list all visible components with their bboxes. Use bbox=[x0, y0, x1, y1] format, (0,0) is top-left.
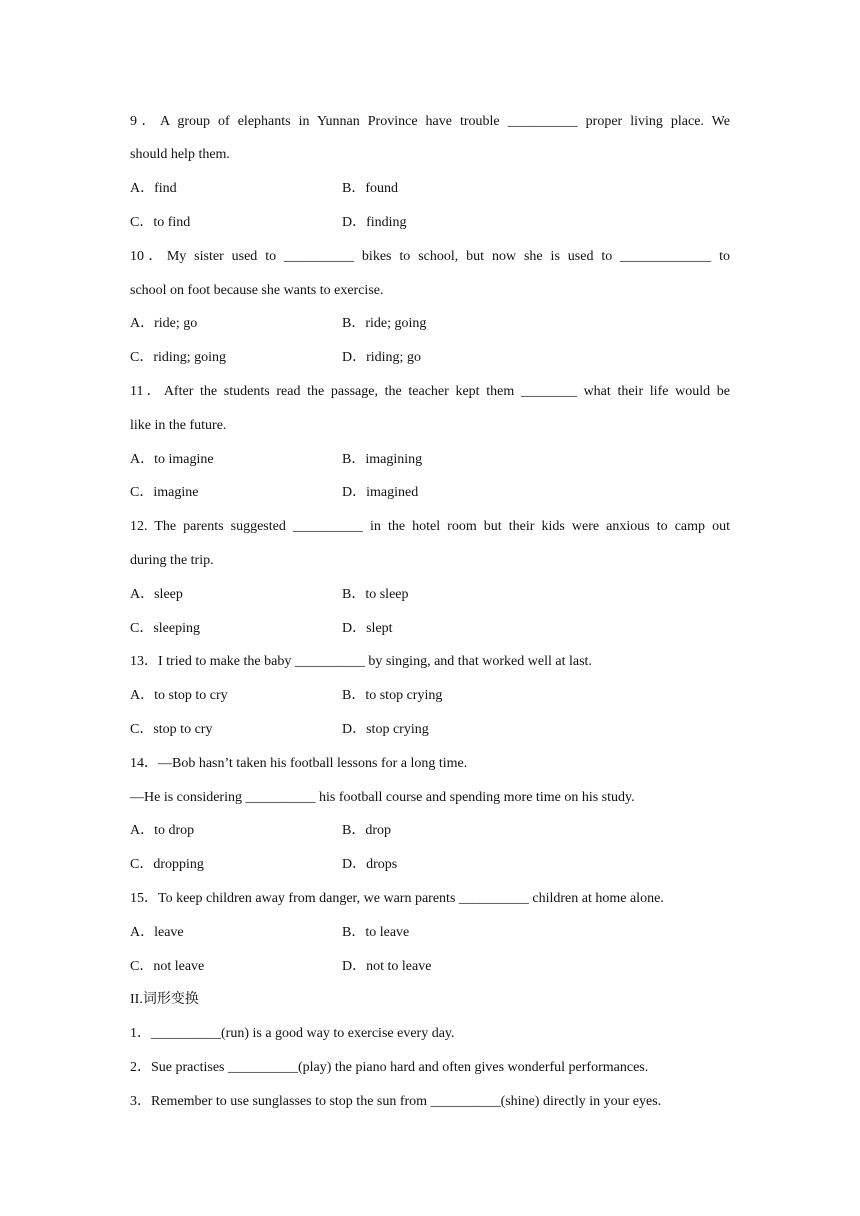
question-12-option-b: B．to sleep bbox=[342, 587, 409, 602]
section-2-item-2: 2．Sue practises __________(play) the piano hard and often gives wonderful performances. bbox=[130, 1060, 649, 1075]
question-11-option-b: B．imagining bbox=[342, 452, 423, 467]
question-14-option-d: D．drops bbox=[342, 857, 398, 872]
question-14-option-a: A．to drop bbox=[130, 823, 195, 838]
question-13-stem-line-1: 13．I tried to make the baby __________ by singing, and that worked well at last. bbox=[130, 654, 592, 669]
question-14-stem-line-1: 14．—Bob hasn’t taken his football lessons for a long time. bbox=[130, 756, 468, 771]
question-15-stem-line-1: 15．To keep children away from danger, we warn parents __________ children at home alone. bbox=[130, 891, 664, 906]
section-2-item-1: 1．__________(run) is a good way to exercise every day. bbox=[130, 1026, 455, 1041]
question-10-stem-line-2: school on foot because she wants to exercise. bbox=[130, 283, 384, 298]
question-11-option-a: A．to imagine bbox=[130, 452, 214, 467]
question-15-option-b: B．to leave bbox=[342, 925, 410, 940]
question-15-option-d: D．not to leave bbox=[342, 959, 432, 974]
question-9-option-b: B．found bbox=[342, 181, 398, 196]
question-12-option-c: C．sleeping bbox=[130, 621, 200, 636]
question-13-option-d: D．stop crying bbox=[342, 722, 429, 737]
question-10-option-a: A．ride; go bbox=[130, 316, 198, 331]
question-12-option-a: A．sleep bbox=[130, 587, 183, 602]
question-10-option-c: C．riding; going bbox=[130, 350, 227, 365]
question-11-option-c: C．imagine bbox=[130, 485, 199, 500]
question-10-option-d: D．riding; go bbox=[342, 350, 421, 365]
question-15-option-c: C．not leave bbox=[130, 959, 205, 974]
question-9-option-c: C．to find bbox=[130, 215, 191, 230]
question-13-option-b: B．to stop crying bbox=[342, 688, 443, 703]
section-2-heading: II.词形变换 bbox=[130, 992, 199, 1007]
question-9-stem-line-2: should help them. bbox=[130, 147, 230, 162]
question-14-option-b: B．drop bbox=[342, 823, 391, 838]
question-14-option-c: C．dropping bbox=[130, 857, 204, 872]
question-9-stem-line-1: 9．A group of elephants in Yunnan Province have trouble __________ proper living place. We bbox=[130, 114, 730, 129]
question-14-stem-line-2: —He is considering __________ his football course and spending more time on his study. bbox=[130, 790, 635, 805]
question-13-option-a: A．to stop to cry bbox=[130, 688, 228, 703]
section-2-item-3: 3．Remember to use sunglasses to stop the sun from __________(shine) directly in your eyes. bbox=[130, 1094, 662, 1109]
question-12-stem-line-2: during the trip. bbox=[130, 553, 214, 568]
question-11-stem-line-1: 11．After the students read the passage, the teacher kept them ________ what their life would be bbox=[130, 384, 730, 399]
question-12-stem-line-1: 12. The parents suggested __________ in the hotel room but their kids were anxious to camp out bbox=[130, 519, 730, 534]
question-11-stem-line-2: like in the future. bbox=[130, 418, 227, 433]
question-9-option-a: A．find bbox=[130, 181, 177, 196]
question-11-option-d: D．imagined bbox=[342, 485, 419, 500]
question-13-option-c: C．stop to cry bbox=[130, 722, 213, 737]
question-10-option-b: B．ride; going bbox=[342, 316, 427, 331]
question-10-stem-line-1: 10．My sister used to __________ bikes to school, but now she is used to _____________ to bbox=[130, 249, 730, 264]
question-12-option-d: D．slept bbox=[342, 621, 393, 636]
question-9-option-d: D．finding bbox=[342, 215, 407, 230]
question-15-option-a: A．leave bbox=[130, 925, 184, 940]
